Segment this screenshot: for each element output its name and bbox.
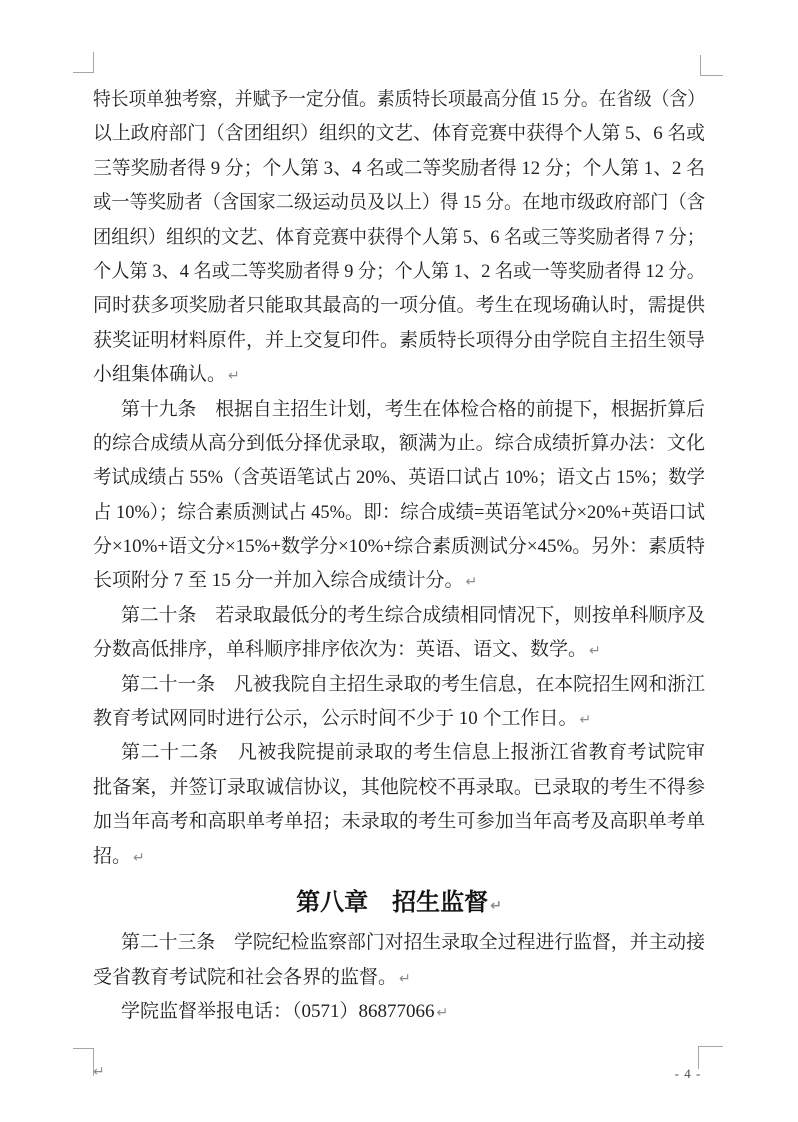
text-line: 三等奖励者得 9 分；个人第 3、4 名或二等奖励者得 12 分；个人第 1、2 名	[93, 157, 705, 179]
crop-mark-bottom-left	[73, 1048, 94, 1076]
paragraph	[93, 668, 705, 737]
paragraph	[93, 599, 705, 668]
paragraph	[93, 83, 705, 393]
text-line: 同时获多项奖励者只能取其最高的一项分值。考生在现场确认时，需提供	[93, 295, 706, 317]
paragraph-mark: ↵	[228, 368, 240, 385]
text-line: 第二十一条 凡被我院自主招生录取的考生信息，在本院招生网和浙江	[121, 673, 705, 695]
document-body	[93, 83, 705, 1030]
paragraph	[93, 995, 705, 1029]
text-line: 第二十二条 凡被我院提前录取的考生信息上报浙江省教育考试院审	[121, 742, 706, 764]
text-line: 小组集体确认。 ↵	[93, 358, 705, 392]
text-line: 长项附分 7 至 15 分一并加入综合成绩计分。 ↵	[93, 564, 705, 598]
paragraph	[93, 926, 705, 995]
paragraph-mark: ↵	[490, 897, 502, 914]
text-line: 分数高低排序，单科顺序排序依次为：英语、语文、数学。 ↵	[93, 633, 705, 667]
crop-mark-top-left	[73, 52, 94, 73]
text-line: 的综合成绩从高分到低分择优录取，额满为止。综合成绩折算办法：文化	[93, 432, 706, 454]
text-line: 考试成绩占 55%（含英语笔试占 20%、英语口试占 10%；语文占 15%；数学	[93, 467, 705, 489]
text-line: 特长项单独考察，并赋予一定分值。素质特长项最高分值 15 分。在省级（含）	[93, 89, 705, 110]
text-line: 以上政府部门（含团组织）组织的文艺、体育竞赛中获得个人第 5、6 名或	[93, 123, 705, 145]
crop-mark-top-right	[700, 55, 723, 76]
text-line: 第二十三条 学院纪检监察部门对招生录取全过程进行监督，并主动接	[121, 932, 705, 954]
paragraph-mark: ↵	[133, 849, 145, 866]
text-line: 团组织）组织的文艺、体育竞赛中获得个人第 5、6 名或三等奖励者得 7 分；	[93, 226, 705, 248]
text-line: 分×10%+语文分×15%+数学分×10%+综合素质测试分×45%。另外：素质特	[93, 536, 705, 558]
text-line: 招。 ↵	[93, 840, 705, 874]
paragraph	[93, 393, 705, 599]
text-line: 第十九条 根据自主招生计划，考生在体检合格的前提下，根据折算后	[121, 398, 705, 420]
section-heading: 第八章 招生监督 ↵	[93, 886, 705, 920]
text-line: 获奖证明材料原件，并上交复印件。素质特长项得分由学院自主招生领导	[93, 329, 706, 351]
text-line: 加当年高考和高职单考单招；未录取的考生可参加当年高考及高职单考单	[93, 811, 706, 833]
text-line: 占 10%）；综合素质测试占 45%。即：综合成绩=英语笔试分×20%+英语口试	[93, 501, 705, 523]
text-line: 第二十条 若录取最低分的考生综合成绩相同情况下，则按单科顺序及	[121, 604, 705, 626]
page-number: - 4 -	[674, 1066, 702, 1081]
text-line: 受省教育考试院和社会各界的监督。 ↵	[93, 961, 705, 995]
text-line: 或一等奖励者（含国家二级运动员及以上）得 15 分。在地市级政府部门（含	[93, 192, 705, 214]
text-line: 教育考试网同时进行公示，公示时间不少于 10 个工作日。 ↵	[93, 702, 705, 736]
paragraph-mark: ↵	[436, 1005, 449, 1022]
paragraph-mark: ↵	[579, 712, 592, 729]
text-line: 个人第 3、4 名或二等奖励者得 9 分；个人第 1、2 名或一等奖励者得 12 分。	[93, 260, 705, 282]
text-line: 批备案，并签订录取诚信协议，其他院校不再录取。已录取的考生不得参	[93, 776, 706, 798]
paragraph	[93, 736, 705, 874]
paragraph-mark: ↵	[589, 643, 601, 660]
paragraph-mark: ↵	[465, 574, 478, 591]
paragraph-mark: ↵	[93, 1064, 105, 1080]
text-line: 学院监督举报电话：（0571）86877066 ↵	[93, 995, 705, 1029]
paragraph-mark: ↵	[399, 970, 411, 987]
